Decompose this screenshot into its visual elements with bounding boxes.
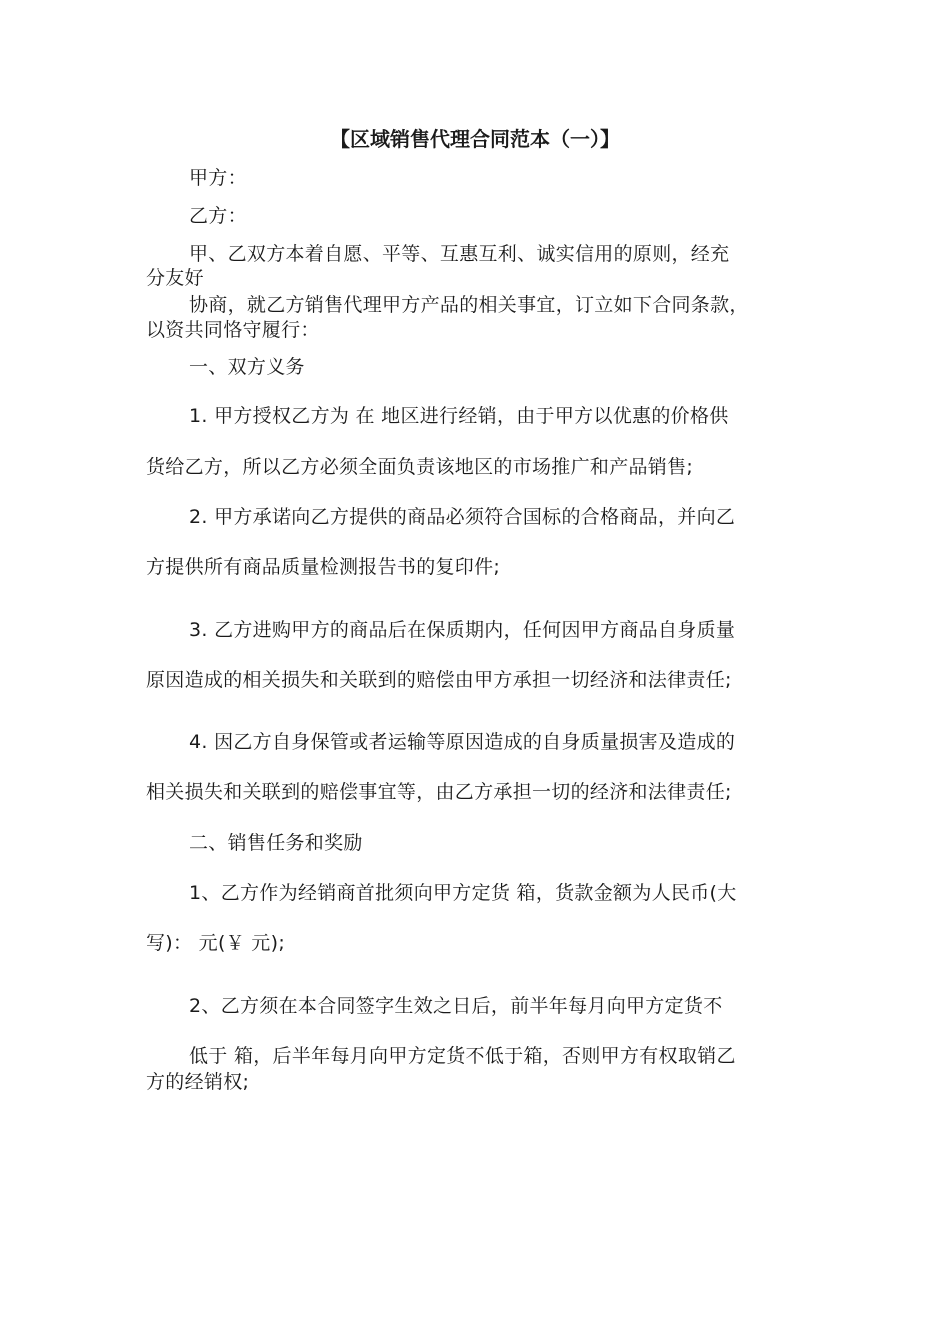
clause-2-1-line-1: 1、乙方作为经销商首批须向甲方定货 箱，货款金额为人民币(大 (189, 882, 737, 904)
clause-2-2-line-2: 低于 箱，后半年每月向甲方定货不低于箱，否则甲方有权取销乙 (189, 1045, 736, 1067)
clause-1-1-line-1: 1. 甲方授权乙方为 在 地区进行经销，由于甲方以优惠的价格供 (189, 405, 729, 427)
party-b-line: 乙方： (189, 205, 247, 227)
party-a-line: 甲方： (189, 167, 247, 189)
preamble-line-4: 以资共同恪守履行： (146, 319, 320, 341)
clause-1-3-line-1: 3. 乙方进购甲方的商品后在保质期内，任何因甲方商品自身质量 (189, 619, 736, 641)
clause-1-1-line-2: 货给乙方，所以乙方必须全面负责该地区的市场推广和产品销售; (146, 456, 694, 478)
clause-2-2-line-3: 方的经销权; (146, 1071, 250, 1093)
clause-1-4-line-2: 相关损失和关联到的赔偿事宜等，由乙方承担一切的经济和法律责任; (146, 781, 732, 803)
preamble-line-1: 甲、乙双方本着自愿、平等、互惠互利、诚实信用的原则，经充 (189, 243, 730, 265)
section-heading-sales-tasks: 二、销售任务和奖励 (189, 832, 363, 854)
clause-1-4-line-1: 4. 因乙方自身保管或者运输等原因造成的自身质量损害及造成的 (189, 731, 736, 753)
clause-1-3-line-2: 原因造成的相关损失和关联到的赔偿由甲方承担一切经济和法律责任; (146, 669, 732, 691)
clause-2-2-line-1: 2、乙方须在本合同签字生效之日后，前半年每月向甲方定货不 (189, 995, 723, 1017)
clause-1-2-line-1: 2. 甲方承诺向乙方提供的商品必须符合国标的合格商品，并向乙 (189, 506, 736, 528)
clause-2-1-line-2: 写)： 元(￥ 元); (146, 932, 286, 954)
preamble-line-2: 分友好 (146, 267, 204, 289)
section-heading-obligations: 一、双方义务 (189, 356, 305, 378)
preamble-line-3: 协商，就乙方销售代理甲方产品的相关事宜，订立如下合同条款， (189, 294, 749, 316)
document-title: 【区域销售代理合同范本（一）】 (330, 127, 620, 151)
clause-1-2-line-2: 方提供所有商品质量检测报告书的复印件; (146, 556, 501, 578)
